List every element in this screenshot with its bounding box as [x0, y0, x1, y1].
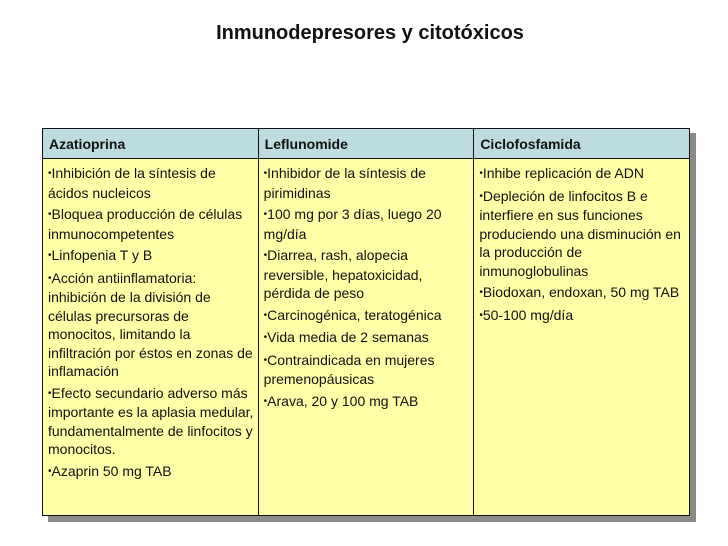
list-item-text: Carcinogénica, teratogénica [267, 306, 442, 323]
column-header-ciclofosfamida: Ciclofosfamida [474, 129, 690, 159]
list-item [48, 205, 254, 243]
list-item-text: Contraindicada en mujeres premenopáusicas [263, 351, 435, 387]
list-item-text: Arava, 20 y 100 mg TAB [267, 392, 419, 409]
list-item [48, 269, 254, 381]
list-item-text: Inhibición de la síntesis de ácidos nucleicos [48, 165, 216, 201]
list-item [264, 351, 470, 389]
bullet-icon: • [48, 209, 52, 220]
bullet-icon: • [263, 332, 268, 343]
bullet-icon: • [263, 250, 268, 261]
bullet-icon: • [263, 168, 268, 179]
cell-azatioprina [43, 159, 259, 516]
list-item-text: Linfopenia T y B [51, 247, 153, 263]
bullet-icon: • [479, 190, 483, 202]
list-item-text: Azaprin 50 mg TAB [51, 462, 172, 479]
page-title: Inmunodepresores y citotóxicos [216, 22, 524, 44]
list-item [264, 205, 470, 243]
list-item [479, 306, 685, 326]
bullet-icon: • [48, 272, 52, 284]
bullet-icon: • [479, 287, 483, 298]
list-item-text: Inhibe replicación de ADN [482, 165, 644, 181]
list-item-text: Inhibidor de la síntesis de pirimidinas [263, 165, 426, 201]
azatioprina-list [48, 164, 254, 481]
list-item-text: Diarrea, rash, alopecia reversible, hepatoxicidad, pérdida de peso [263, 247, 423, 301]
list-item-text: Efecto secundario adverso más importante es la aplasia medular, fundamentalmente de linfocitos y monocitos. [48, 384, 254, 457]
column-header-azatioprina: Azatioprina [43, 129, 259, 159]
list-item [264, 306, 470, 326]
list-item-text: Depleción de linfocitos B e interfiere en sus funciones produciendo una disminución en la producción de inmunoglobulinas [479, 187, 681, 279]
list-item [264, 328, 470, 348]
list-item-text: Acción antiinflamatoria: inhibición de la división de células precursoras de monocitos, limitando la infiltración por éstos en zonas de inflamación [48, 269, 253, 379]
column-header-leflunomide: Leflunomide [258, 129, 474, 159]
bullet-icon: • [48, 465, 52, 477]
drug-comparison-table [42, 128, 690, 516]
leflunomide-list [264, 164, 470, 411]
list-item [264, 164, 470, 202]
cell-leflunomide [258, 159, 474, 516]
list-item [48, 462, 254, 482]
bullet-icon: • [263, 209, 268, 220]
bullet-icon: • [263, 354, 268, 366]
list-item [479, 164, 685, 184]
content-row [43, 159, 690, 516]
bullet-icon: • [263, 309, 268, 321]
header-row [43, 129, 690, 159]
cell-ciclofosfamida [474, 159, 690, 516]
list-item [264, 246, 470, 303]
bullet-icon: • [48, 250, 52, 261]
bullet-icon: • [479, 168, 483, 179]
bullet-icon: • [48, 387, 52, 399]
list-item [479, 283, 685, 303]
list-item [48, 384, 254, 459]
bullet-icon: • [48, 168, 52, 179]
list-item [48, 246, 254, 266]
bullet-icon: • [263, 395, 268, 407]
list-item-text: Bloquea producción de células inmunocompetentes [48, 206, 243, 242]
list-item [48, 164, 254, 202]
list-item-text: 100 mg por 3 días, luego 20 mg/día [263, 206, 442, 242]
list-item [264, 392, 470, 412]
bullet-icon: • [479, 309, 483, 321]
list-item-text: 50-100 mg/día [482, 306, 574, 323]
list-item [479, 187, 685, 281]
ciclofosfamida-list [479, 164, 685, 325]
list-item-text: Biodoxan, endoxan, 50 mg TAB [482, 284, 680, 300]
list-item-text: Vida media de 2 semanas [267, 329, 429, 345]
